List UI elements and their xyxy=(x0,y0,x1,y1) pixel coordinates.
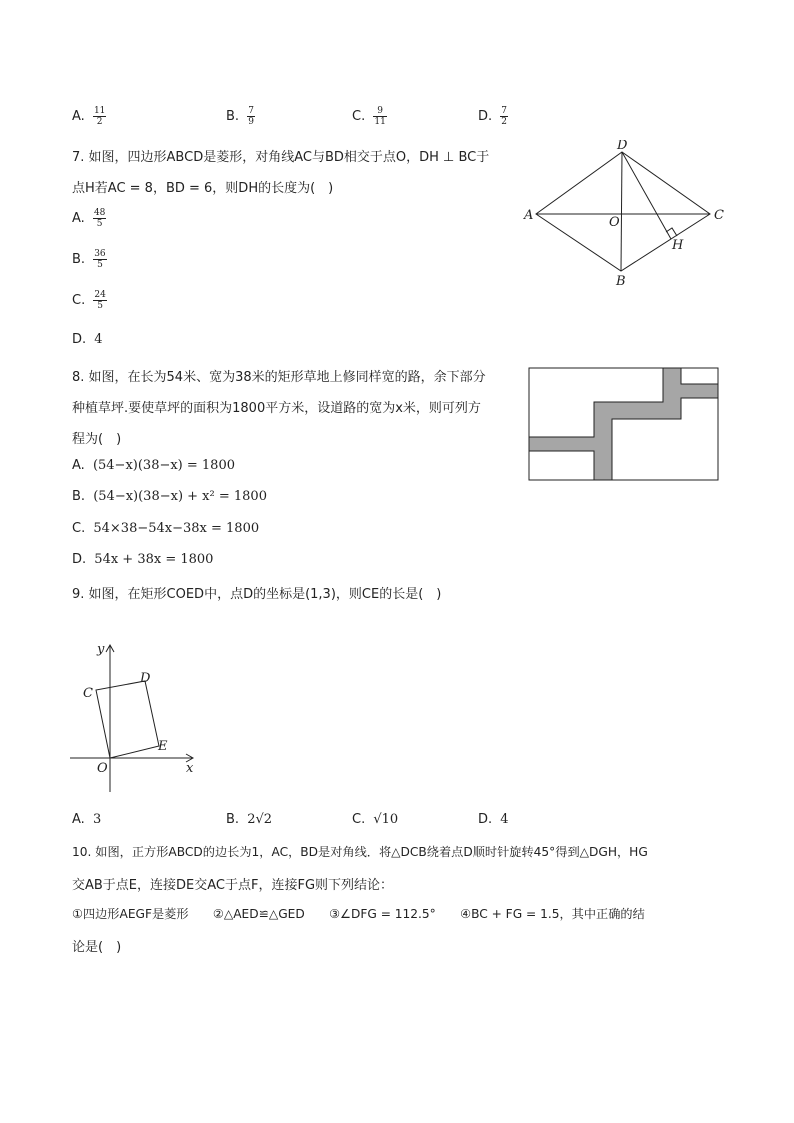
q8-option-b xyxy=(72,489,267,504)
q8-option-d-label: D. xyxy=(72,552,87,567)
q9-option-c-label: C. xyxy=(352,812,366,827)
q9-option-a-text: 3 xyxy=(92,812,102,827)
label-d: D xyxy=(617,140,628,153)
q7-option-a xyxy=(72,208,106,229)
q6-option-a-fraction: $\frac{11}{2}$ xyxy=(93,106,106,127)
diagonal-bd xyxy=(621,152,622,271)
q7-option-a-label: A. xyxy=(72,211,85,226)
q7-option-b xyxy=(72,249,107,270)
q10-stem-line1: 10. 如图，正方形ABCD的边长为1，AC，BD是对角线．将△DCB绕着点D顺时针旋转45°得到△DGH，HG xyxy=(72,845,648,859)
q9-coordinate-figure xyxy=(66,640,206,800)
q6-option-c-label: C. xyxy=(352,109,366,124)
q8-option-c xyxy=(72,521,259,536)
q7-option-c-fraction: $\frac{24}{5}$ xyxy=(94,290,106,311)
q6-option-b-fraction: $\frac{7}{9}$ xyxy=(248,106,254,127)
q6-option-a xyxy=(72,106,106,127)
q8-option-d-text: 54x + 38x = 1800 xyxy=(94,552,214,567)
q7-stem-line1: 7. 如图，四边形ABCD是菱形，对角线AC与BD相交于点O，DH ⊥ BC于 xyxy=(72,150,490,165)
q6-option-d-fraction: $\frac{7}{2}$ xyxy=(501,106,508,127)
q9-option-c-text: √10 xyxy=(373,812,399,827)
q7-stem-line2: 点H若AC = 8，BD = 6，则DH的长度为( ) xyxy=(72,181,334,196)
right-angle-mark xyxy=(666,228,677,236)
q8-road-figure xyxy=(528,367,720,482)
label-c: C xyxy=(83,686,93,701)
q8-option-b-label: B. xyxy=(72,489,86,504)
q6-option-d-label: D. xyxy=(478,109,493,124)
q8-stem-line3: 程为( ) xyxy=(72,432,122,447)
q10-stem-line4: 论是( ) xyxy=(72,940,122,955)
q8-stem-line1: 8. 如图，在长为54米、宽为38米的矩形草地上修同样宽的路，余下部分 xyxy=(72,370,486,385)
q8-option-c-text: 54×38−54x−38x = 1800 xyxy=(93,521,260,536)
q9-option-b xyxy=(226,812,272,827)
label-x: x xyxy=(186,761,194,776)
label-e: E xyxy=(158,739,168,754)
q10-stem-line3: ①四边形AEGF是菱形 ②△AED≌△GED ③∠DFG = 112.5° ④BC + FG = 1.5，其中正确的结 xyxy=(72,907,645,921)
q8-option-c-label: C. xyxy=(72,521,86,536)
q6-option-c xyxy=(352,106,387,127)
q9-option-c xyxy=(352,812,398,827)
q7-option-d xyxy=(72,332,103,347)
q7-rhombus-figure xyxy=(520,140,730,288)
q9-option-b-label: B. xyxy=(226,812,240,827)
label-d: D xyxy=(140,671,151,686)
label-b: B xyxy=(616,274,626,288)
q9-option-d xyxy=(478,812,509,827)
q6-option-b-label: B. xyxy=(226,109,240,124)
q9-option-a-label: A. xyxy=(72,812,85,827)
q9-option-b-text: 2√2 xyxy=(247,812,273,827)
q7-option-b-fraction: $\frac{36}{5}$ xyxy=(94,249,106,270)
q7-option-a-fraction: $\frac{48}{5}$ xyxy=(93,208,106,229)
q6-option-a-label: A. xyxy=(72,109,85,124)
q9-option-d-text: 4 xyxy=(500,812,509,827)
label-o: O xyxy=(609,215,620,230)
q7-option-c xyxy=(72,290,107,311)
q9-option-a xyxy=(72,812,101,827)
q8-option-a-label: A. xyxy=(72,458,85,473)
q7-option-d-value: 4 xyxy=(94,332,103,347)
label-a: A xyxy=(524,208,534,223)
q8-option-b-text: (54−x)(38−x) + x² = 1800 xyxy=(93,489,267,504)
q6-option-c-fraction: $\frac{9}{11}$ xyxy=(374,106,386,127)
label-h: H xyxy=(672,238,684,253)
q8-option-d xyxy=(72,552,213,567)
q9-option-d-label: D. xyxy=(478,812,493,827)
q8-stem-line2: 种植草坪.要使草坪的面积为1800平方米，设道路的宽为x米，则可列方 xyxy=(72,401,481,416)
label-c: C xyxy=(714,208,724,223)
rectangle-coed xyxy=(96,681,159,758)
q7-option-c-label: C. xyxy=(72,293,86,308)
q8-option-a-text: (54−x)(38−x) = 1800 xyxy=(92,458,235,473)
q6-option-d xyxy=(478,106,508,127)
q8-option-a xyxy=(72,458,235,473)
rhombus-outline xyxy=(536,152,710,271)
q7-option-b-label: B. xyxy=(72,252,86,267)
q10-stem-line2: 交AB于点E，连接DE交AC于点F，连接FG则下列结论： xyxy=(72,878,394,893)
q7-option-d-label: D. xyxy=(72,332,87,347)
label-o: O xyxy=(97,761,108,776)
altitude-dh xyxy=(622,152,671,239)
label-y: y xyxy=(97,642,105,657)
q6-option-b xyxy=(226,106,255,127)
q9-stem-line1: 9. 如图，在矩形COED中，点D的坐标是(1,3)，则CE的长是( ) xyxy=(72,587,442,602)
